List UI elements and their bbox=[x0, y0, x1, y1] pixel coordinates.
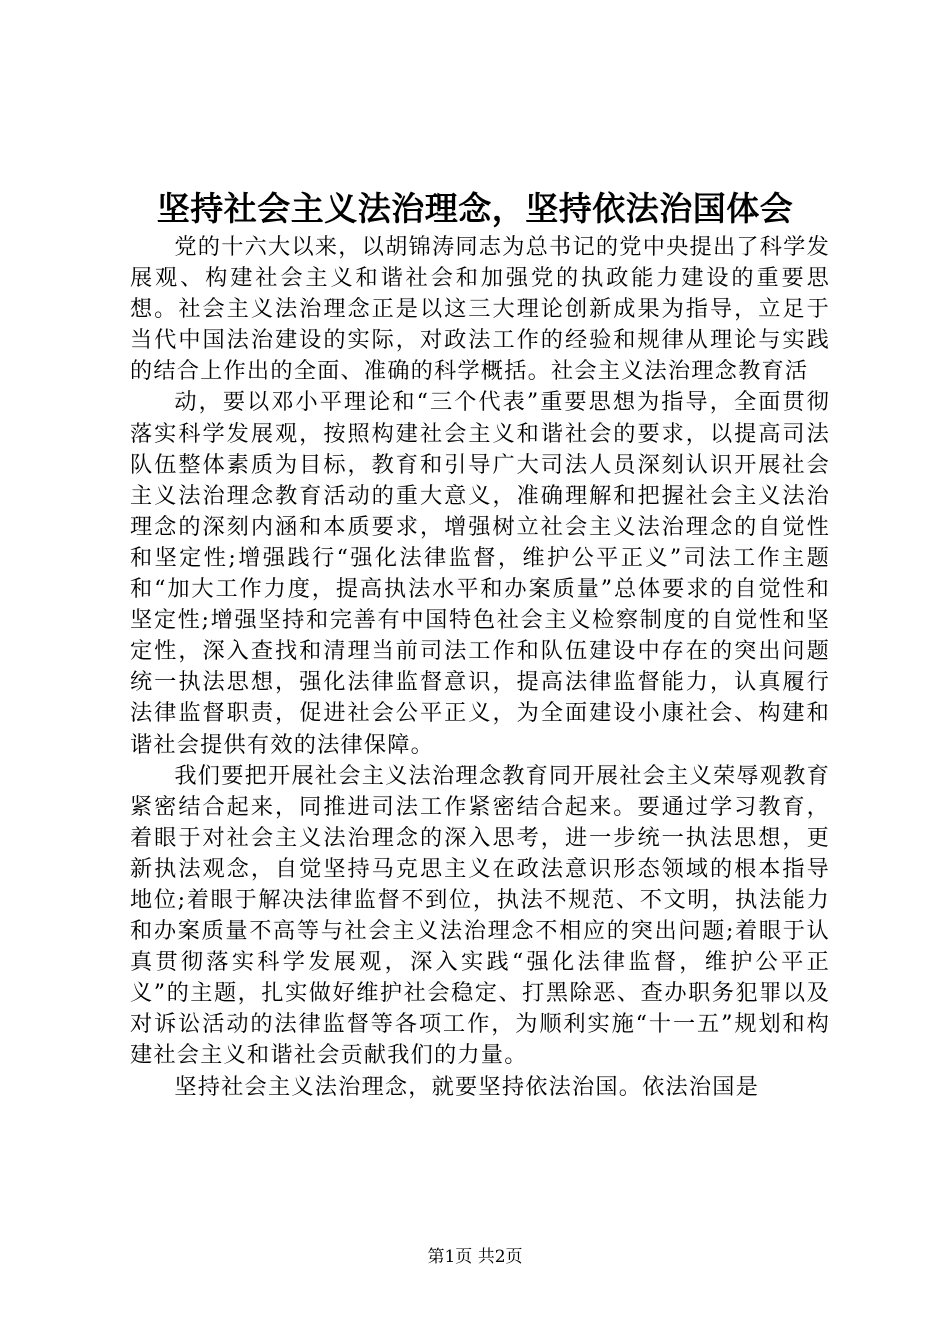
page-footer: 第1页 共2页 bbox=[427, 1247, 523, 1267]
document-title: 坚持社会主义法治理念，坚持依法治国体会 bbox=[156, 189, 794, 228]
paragraph-1: 党的十六大以来，以胡锦涛同志为总书记的党中央提出了科学发展观、构建社会主义和谐社会和加强党的执政能力建设的重要思想。社会主义法治理念正是以这三大理论创新成果为指导，立足于当代中国法治建设的实际，对政法工作的经验和规律从理论与实践的结合上作出的全面、准确的科学概括。社会主义法治理念教育活 bbox=[130, 234, 830, 385]
paragraph-3: 我们要把开展社会主义法治理念教育同开展社会主义荣辱观教育紧密结合起来，同推进司法工作紧密结合起来。要通过学习教育，着眼于对社会主义法治理念的深入思考，进一步统一执法思想，更新执法观念，自觉坚持马克思主义在政法意识形态领域的根本指导地位;着眼于解决法律监督不到位，执法不规范、不文明，执法能力和办案质量不高等与社会主义法治理念不相应的突出问题;着眼于认真贯彻落实科学发展观，深入实践“强化法律监督，维护公平正义”的主题，扎实做好维护社会稳定、打黑除恶、查办职务犯罪以及对诉讼活动的法律监督等各项工作，为顺利实施“十一五”规划和构建社会主义和谐社会贡献我们的力量。 bbox=[130, 762, 830, 1069]
paragraph-4: 坚持社会主义法治理念，就要坚持依法治国。依法治国是 bbox=[174, 1073, 760, 1100]
document-body bbox=[130, 232, 830, 1103]
paragraph-2: 动，要以邓小平理论和“三个代表”重要思想为指导，全面贯彻落实科学发展观，按照构建社会主义和谐社会的要求，以提高司法队伍整体素质为目标，教育和引导广大司法人员深刻认识开展社会主义法治理念教育活动的重大意义，准确理解和把握社会主义法治理念的深刻内涵和本质要求，增强树立社会主义法治理念的自觉性和坚定性;增强践行“强化法律监督，维护公平正义”司法工作主题和“加大工作力度，提高执法水平和办案质量”总体要求的自觉性和坚定性;增强坚持和完善有中国特色社会主义检察制度的自觉性和坚定性，深入查找和清理当前司法工作和队伍建设中存在的突出问题统一执法思想，强化法律监督意识，提高法律监督能力，认真履行法律监督职责，促进社会公平正义，为全面建设小康社会、构建和谐社会提供有效的法律保障。 bbox=[130, 389, 830, 758]
